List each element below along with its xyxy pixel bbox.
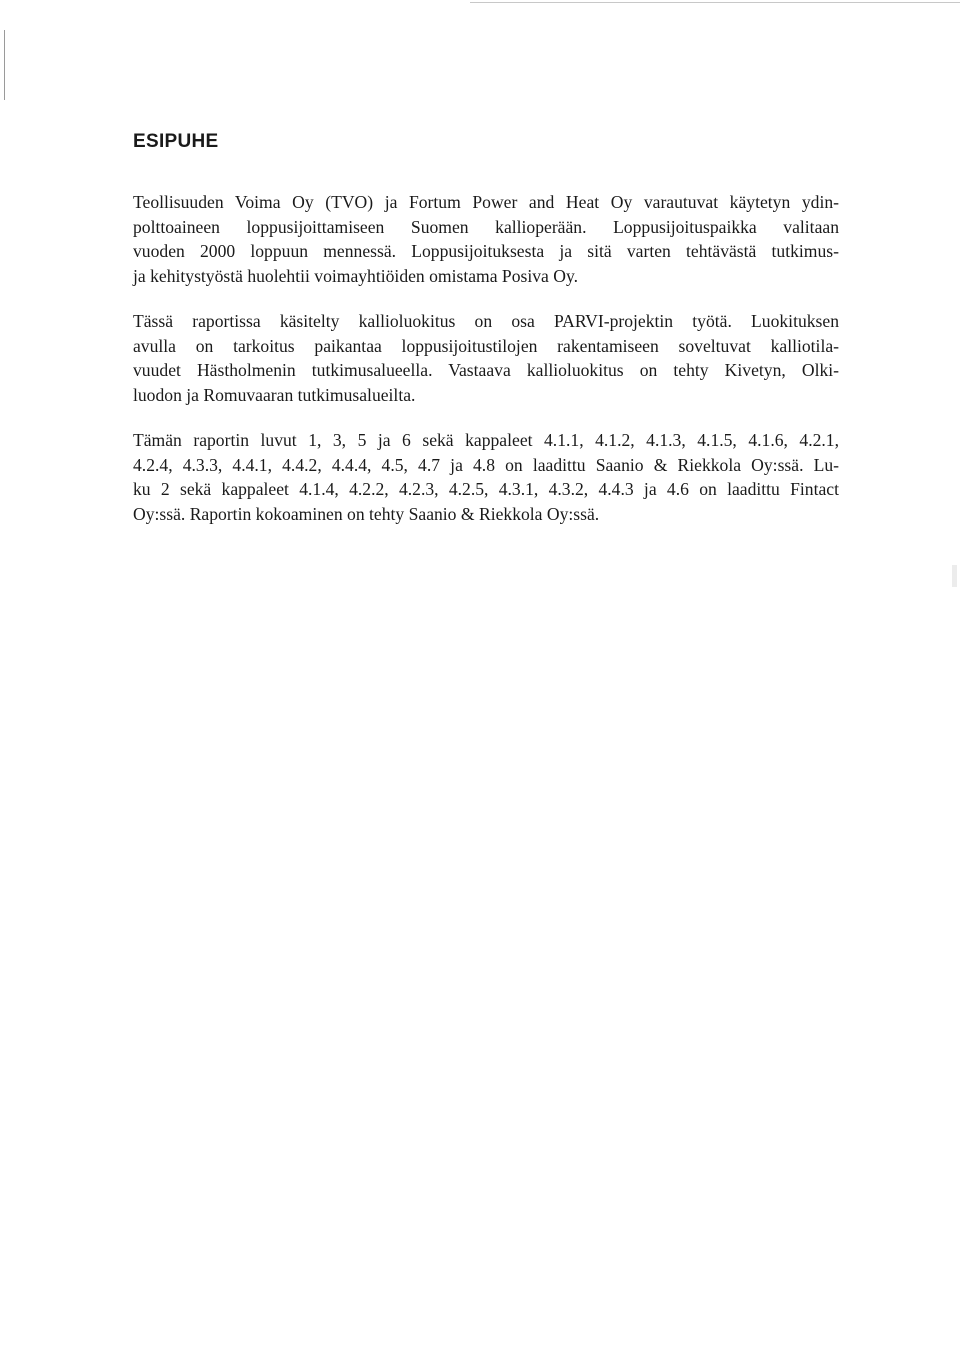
paragraph-line: Tämän raportin luvut 1, 3, 5 ja 6 sekä kappaleet 4.1.1, 4.1.2, 4.1.3, 4.1.5, 4.1.6, 4.2.1, bbox=[133, 430, 839, 450]
paragraph-line: Teollisuuden Voima Oy (TVO) ja Fortum Power and Heat Oy varautuvat käytetyn ydin- bbox=[133, 192, 839, 212]
scan-mark-right bbox=[952, 565, 957, 587]
page-title: ESIPUHE bbox=[133, 131, 219, 152]
paragraph-gap bbox=[133, 288, 839, 309]
paragraph-intro bbox=[133, 190, 839, 288]
paragraph-line: Tässä raportissa käsitelty kallioluokitus on osa PARVI-projektin työtä. Luokituksen bbox=[133, 311, 839, 331]
paragraph-line: vuoden 2000 loppuun mennessä. Loppusijoituksesta ja sitä varten tehtävästä tutkimus- bbox=[133, 241, 839, 261]
document-page bbox=[133, 128, 839, 526]
paragraph-line: Oy:ssä. Raportin kokoaminen on tehty Saanio & Riekkola Oy:ssä. bbox=[133, 503, 600, 524]
paragraph-line: avulla on tarkoitus paikantaa loppusijoitustilojen rakentamiseen soveltuvat kalliotila- bbox=[133, 335, 839, 356]
paragraph-classification bbox=[133, 309, 839, 407]
scan-edge-left bbox=[4, 30, 5, 100]
paragraph-line: luodon ja Romuvaaran tutkimusalueilta. bbox=[133, 384, 416, 405]
paragraph-line: ja kehitystyöstä huolehtii voimayhtiöiden omistama Posiva Oy. bbox=[133, 265, 579, 286]
paragraph-line: polttoaineen loppusijoittamiseen Suomen kallioperään. Loppusijoituspaikka valitaan bbox=[133, 216, 839, 237]
paragraph-line: 4.2.4, 4.3.3, 4.4.1, 4.4.2, 4.4.4, 4.5, 4.7 ja 4.8 on laadittu Saanio & Riekkola Oy:ssä. Lu- bbox=[133, 454, 839, 475]
paragraph-gap bbox=[133, 407, 839, 428]
paragraph-line: ku 2 sekä kappaleet 4.1.4, 4.2.2, 4.2.3, 4.2.5, 4.3.1, 4.3.2, 4.4.3 ja 4.6 on laadittu Fintact bbox=[133, 479, 839, 499]
scan-edge-top bbox=[470, 2, 960, 3]
paragraph-line: vuudet Hästholmenin tutkimusalueella. Vastaava kallioluokitus on tehty Kivetyn, Olki- bbox=[133, 360, 839, 380]
paragraph-authors bbox=[133, 428, 839, 526]
